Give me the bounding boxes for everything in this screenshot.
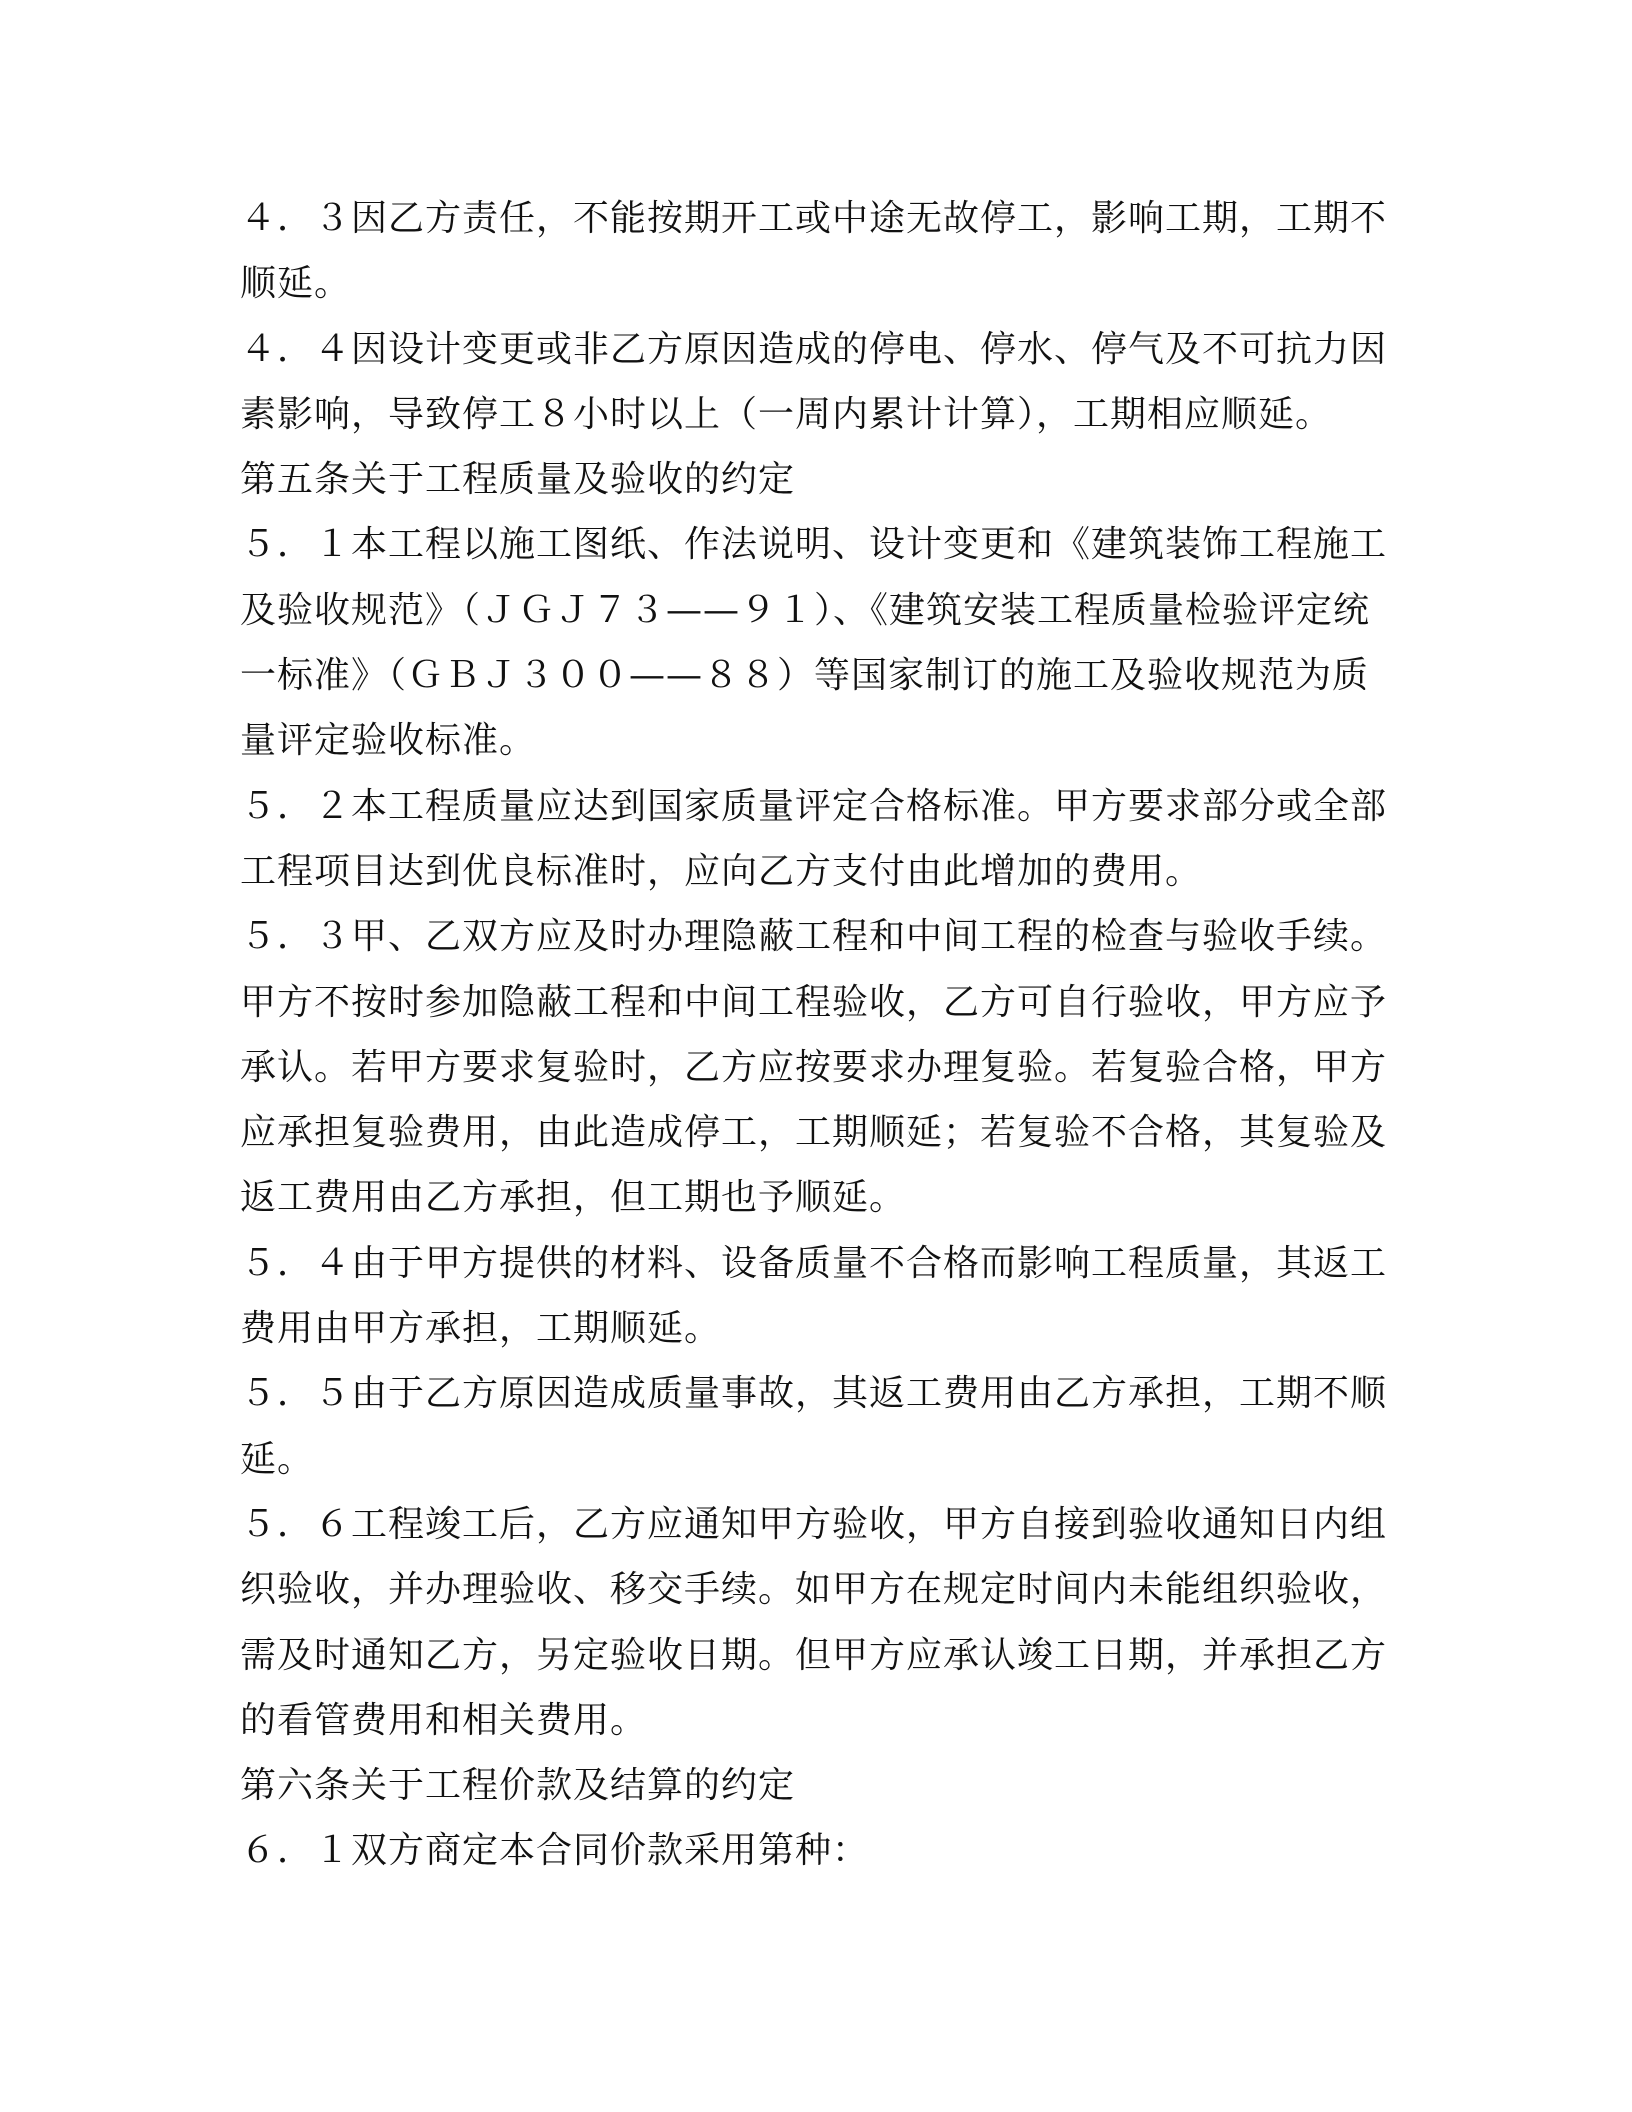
paragraph-5-4: ５．４由于甲方提供的材料、设备质量不合格而影响工程质量，其返工费用由甲方承担，工期顺延。 xyxy=(240,1242,1388,1350)
document-body xyxy=(240,186,1390,1884)
paragraph-5-2: ５．２本工程质量应达到国家质量评定合格标准。甲方要求部分或全部工程项目达到优良标准时，应向乙方支付由此增加的费用。 xyxy=(240,785,1388,892)
paragraph-4-3: ４．３因乙方责任，不能按期开工或中途无故停工，影响工期，工期不顺延。 xyxy=(240,198,1388,305)
paragraph-4-4: ４．４因设计变更或非乙方原因造成的停电、停水、停气及不可抗力因素影响，导致停工８小时以上（一周内累计计算），工期相应顺延。 xyxy=(240,328,1388,435)
paragraph-5-6: ５．６工程竣工后，乙方应通知甲方验收，甲方自接到验收通知日内组织验收，并办理验收、移交手续。如甲方在规定时间内未能组织验收，需及时通知乙方，另定验收日期。但甲方应承认竣工日期，并承担乙方的看管费用和相关费用。 xyxy=(240,1503,1388,1741)
paragraph-5-5: ５．５由于乙方原因造成质量事故，其返工费用由乙方承担，工期不顺延。 xyxy=(240,1373,1388,1480)
paragraph-6-1: ６．１双方商定本合同价款采用第种： xyxy=(240,1830,870,1872)
paragraph-5-1: ５．１本工程以施工图纸、作法说明、设计变更和《建筑装饰工程施工及验收规范》（ＪＧＪ７３——９１）、《建筑安装工程质量检验评定统一标准》（ＧＢＪ３００——８８）等国家制订的施工及验收规范为质量评定验收标准。 xyxy=(240,524,1388,762)
section-heading-article-6: 第六条关于工程价款及结算的约定 xyxy=(240,1765,796,1807)
section-heading-article-5: 第五条关于工程质量及验收的约定 xyxy=(240,459,796,501)
paragraph-5-3: ５．３甲、乙双方应及时办理隐蔽工程和中间工程的检查与验收手续。甲方不按时参加隐蔽工程和中间工程验收，乙方可自行验收，甲方应予承认。若甲方要求复验时，乙方应按要求办理复验。若复验合格，甲方应承担复验费用，由此造成停工，工期顺延；若复验不合格，其复验及返工费用由乙方承担，但工期也予顺延。 xyxy=(240,916,1388,1219)
